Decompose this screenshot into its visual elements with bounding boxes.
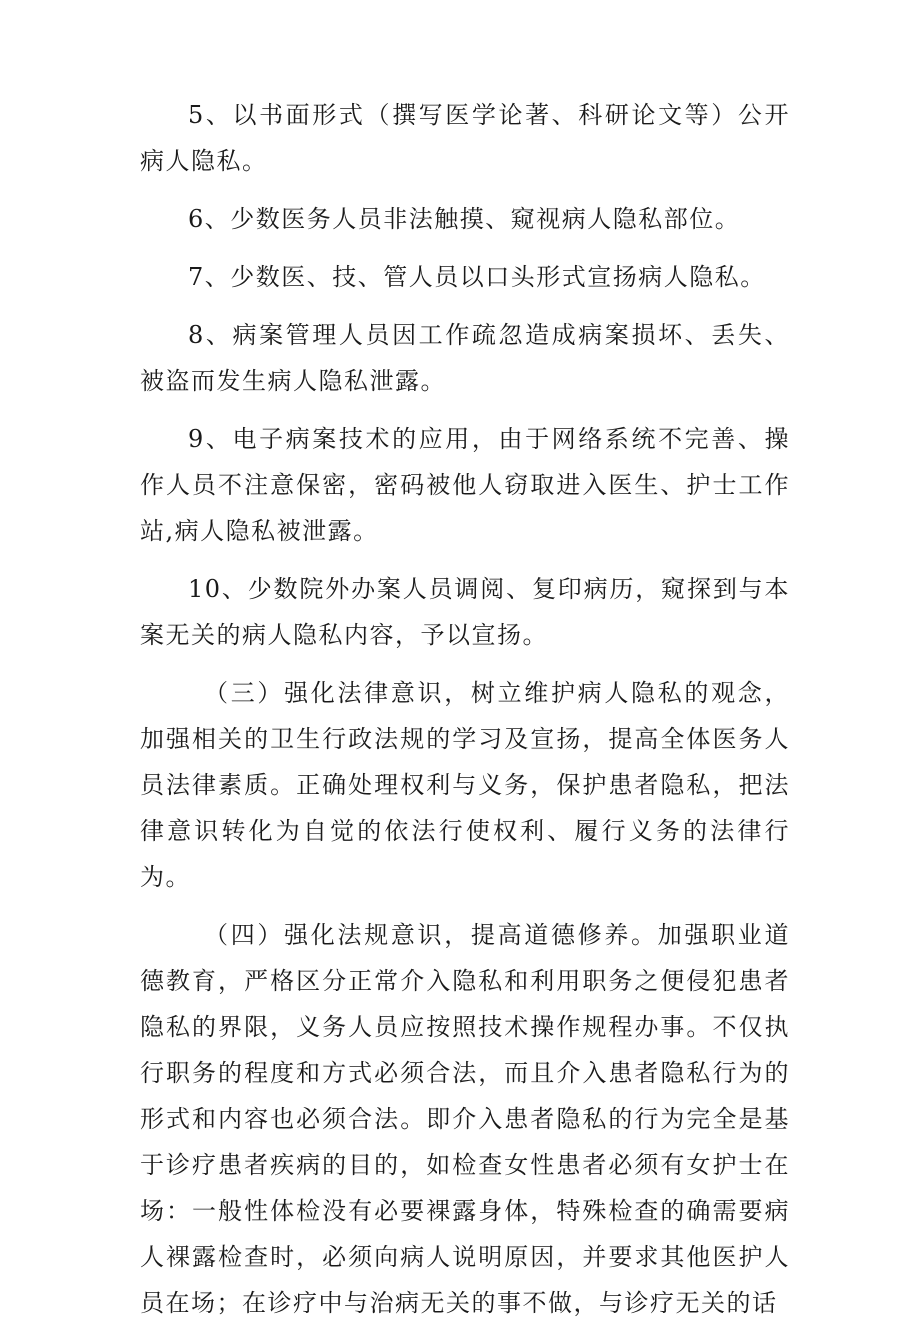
paragraph-item-7: 7、少数医、技、管人员以口头形式宣扬病人隐私。 [188,263,766,291]
section-four-paragraph: （四）强化法规意识，提高道德修养。加强职业道德教育，严格区分正常介入隐私和利用职务之便侵犯患者隐私的界限，义务人员应按照技术操作规程办事。不仅执行职务的程度和方式必须合法，而且介入患者隐私行为的形式和内容也必须合法。即介入患者隐私的行为完全是基于诊疗患者疾病的目的，如检查女性患者必须有女护士在场：一般性体检没有必要裸露身体，特殊检查的确需要病人裸露检查时，必须向病人说明原因，并要求其他医护人员在场；在诊疗中与治病无关的事不做，与诊疗无关的话 [140,921,790,1317]
paragraph-item-9: 9、电子病案技术的应用，由于网络系统不完善、操作人员不注意保密，密码被他人窃取进入医生、护士工作站,病人隐私被泄露。 [140,425,790,545]
document-page [140,92,790,1338]
paragraph-item-5: 5、以书面形式（撰写医学论著、科研论文等）公开病人隐私。 [140,101,790,175]
paragraph-item-8: 8、病案管理人员因工作疏忽造成病案损坏、丢失、被盗而发生病人隐私泄露。 [140,321,790,395]
paragraph-item-6: 6、少数医务人员非法触摸、窥视病人隐私部位。 [188,205,741,233]
section-three-paragraph: （三）强化法律意识，树立维护病人隐私的观念，加强相关的卫生行政法规的学习及宣扬，提高全体医务人员法律素质。正确处理权利与义务，保护患者隐私，把法律意识转化为自觉的依法行使权利、履行义务的法律行为。 [140,679,790,891]
paragraph-item-10: 10、少数院外办案人员调阅、复印病历，窥探到与本案无关的病人隐私内容，予以宣扬。 [140,575,790,649]
